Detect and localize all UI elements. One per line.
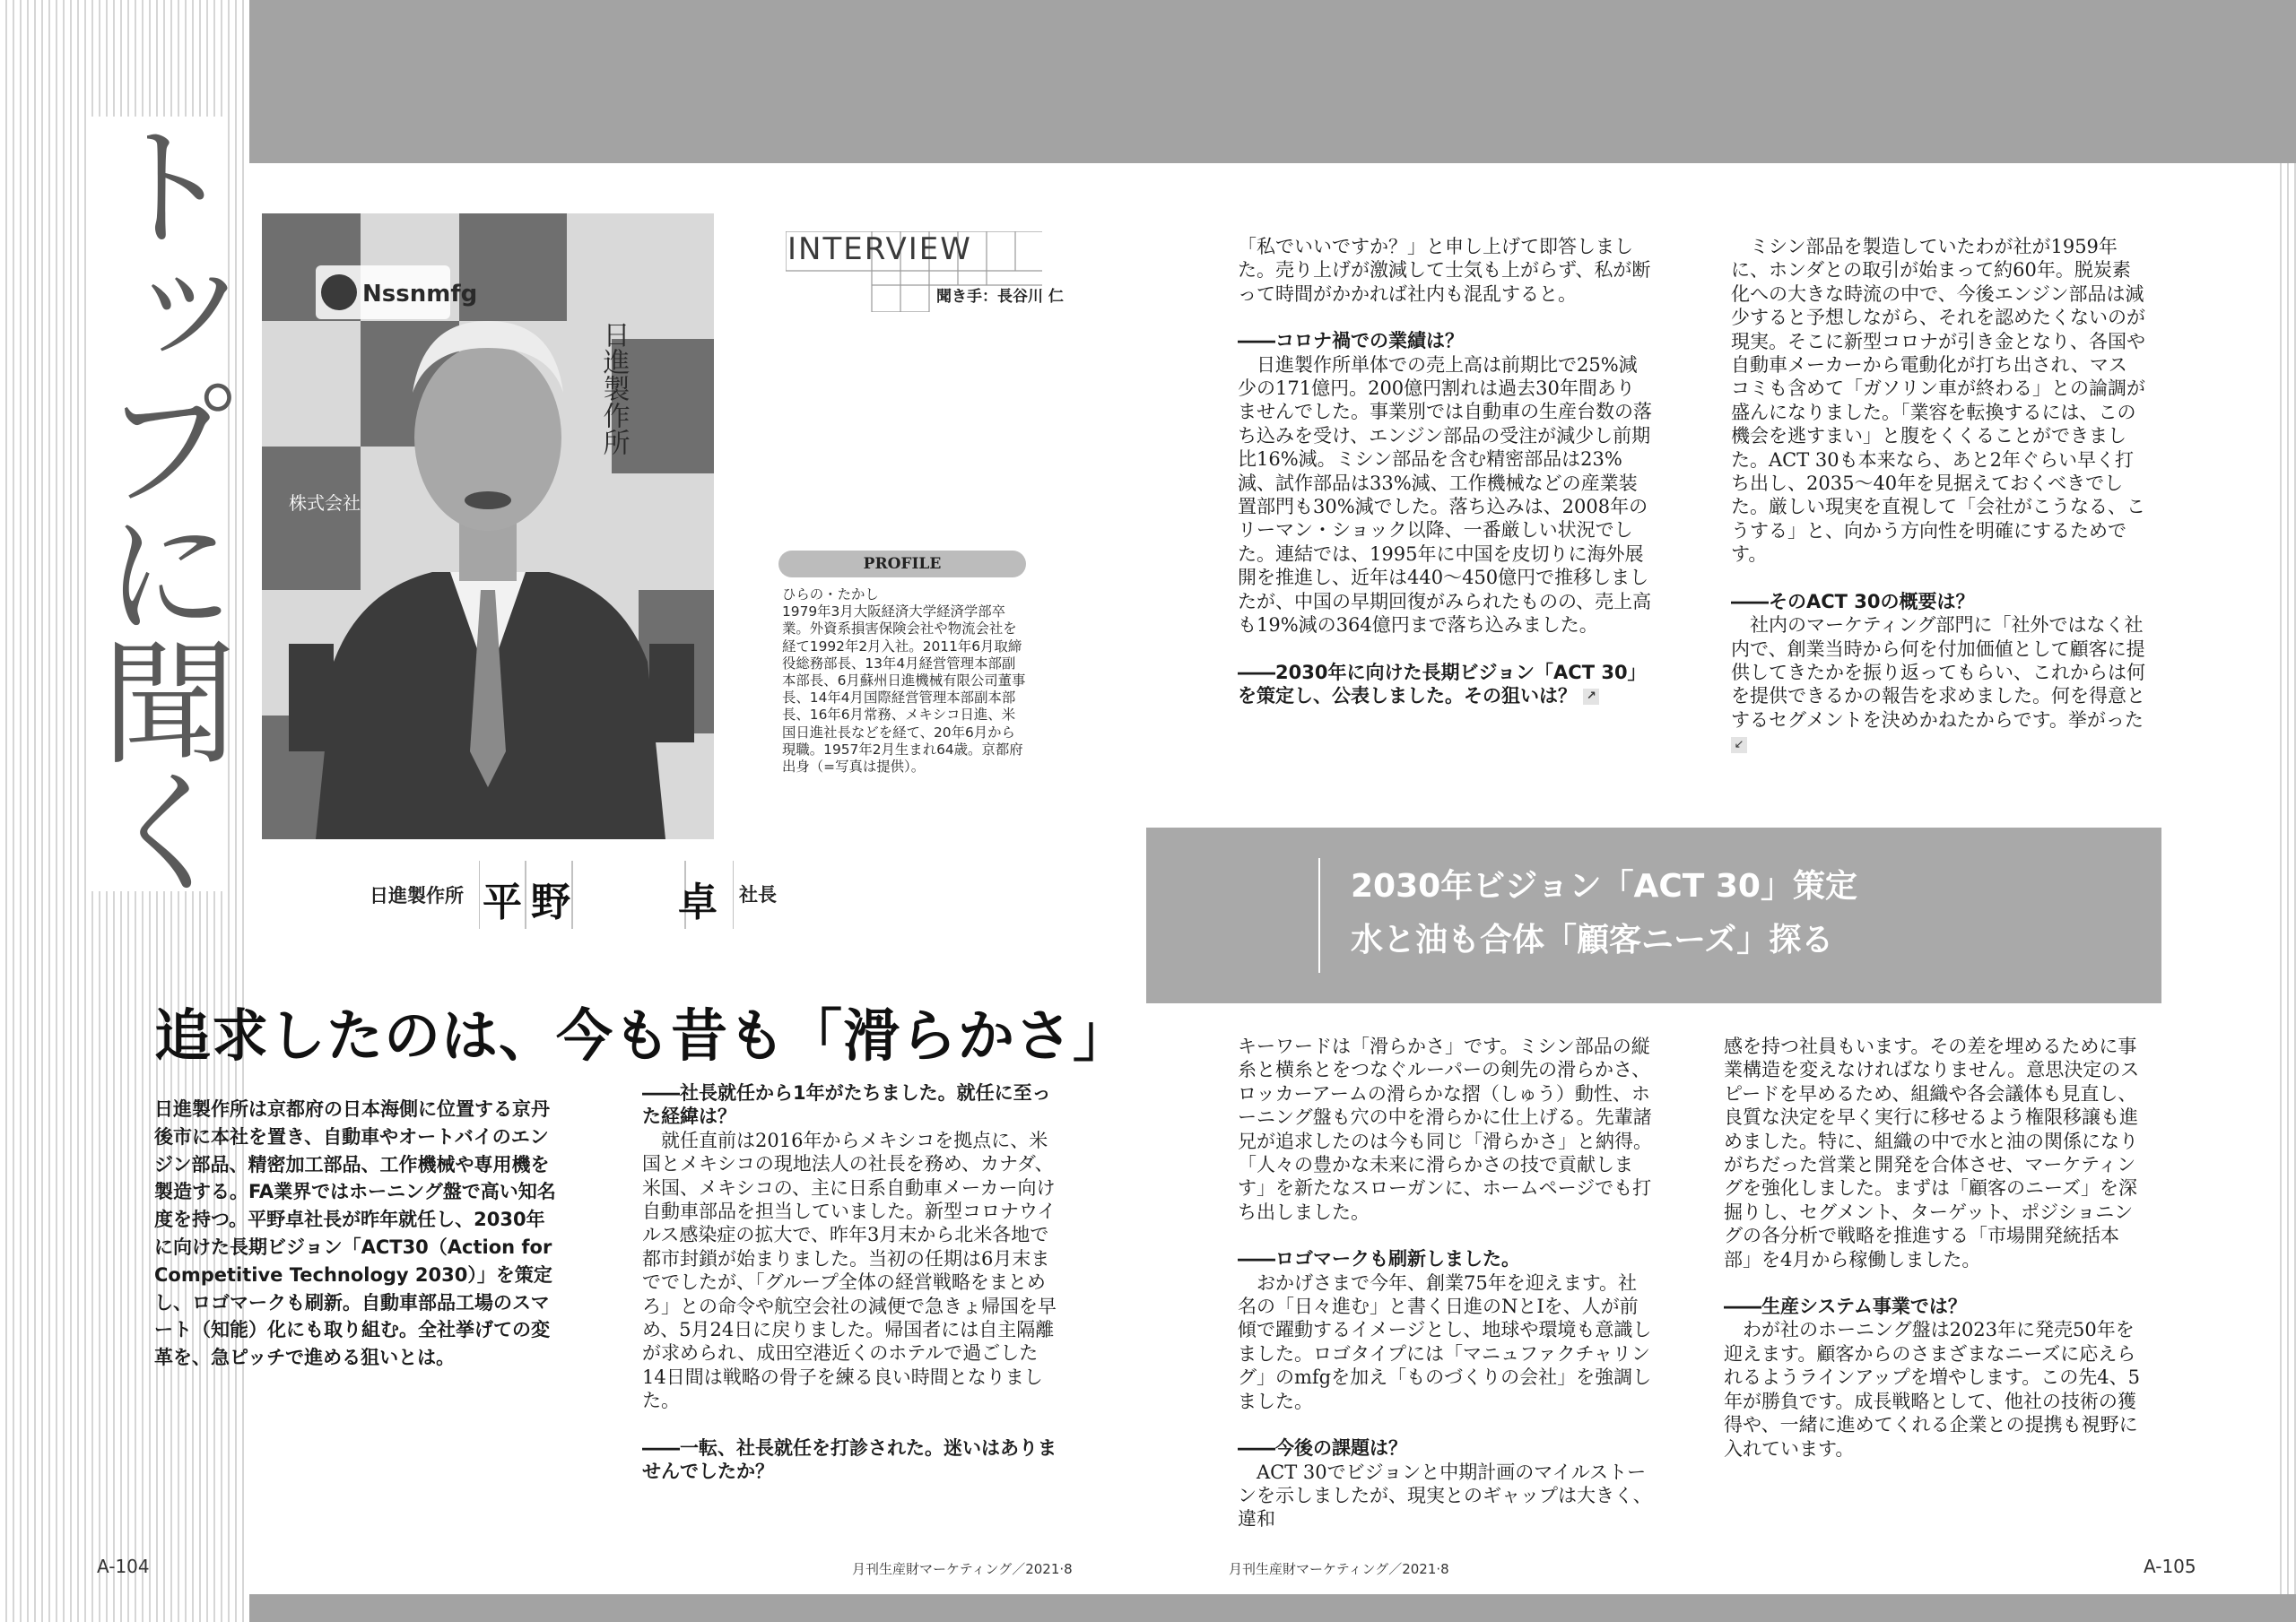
answer: 感を持つ社員もいます。その差を埋めるために事業構造を変えなければなりません。意思決定のスピードを早めるため、組織や各会議体も見直し、良質な決定を早く実行に移せるよう権限移譲も進めました。特に、組織の中で水と油の関係になりがちだった営業と開発を合体させ、マーケティングを強化しました。まずは「顧客のニーズ」を深掘りし、セグメント、ターゲット、ポジショニングの各分析で戦略を推進する「市場開発統括本部」を4月から稼働しました。 <box>1724 1036 2140 1271</box>
person-role: 社長 <box>739 884 777 906</box>
question: ――ロゴマークも刷新しました。 <box>1238 1248 1520 1271</box>
page-number-right: A-105 <box>2144 1556 2196 1577</box>
article-column-2 <box>1238 235 1652 707</box>
answer: わが社のホーニング盤は2023年に発売50年を迎えます。顧客からのさまざまなニーズに応えられるようラインアップを増やします。この先4、5年が勝負です。成長戦略として、他社の技術の獲得や、一緒に進めてくれる企業との提携も視野に入れています。 <box>1724 1319 2140 1460</box>
top-gray-band <box>249 0 2296 163</box>
name-char-1: 平 <box>483 880 522 925</box>
banner-divider <box>1318 858 1320 973</box>
section-title-vertical: トップに聞く <box>79 117 235 891</box>
portrait-illustration <box>262 213 714 839</box>
answer <box>1731 613 2145 755</box>
question: ――そのACT 30の概要は？ <box>1731 590 1975 612</box>
question: ――今後の課題は？ <box>1238 1437 1407 1460</box>
answer: ACT 30でビジョンと中期計画のマイルストーンを示しましたが、現実とのギャップは大きく、違和 <box>1238 1461 1652 1531</box>
sign-company-text: 日進製作所 <box>597 321 630 455</box>
portrait-photo <box>262 213 714 839</box>
answer-text: 社内のマーケティング部門に「社外ではなく社内で、創業当時から何を付加価値として顧客に提供してきたかを振り返ってもらい、これからは何を提供できるかの報告を求めました。何を得意とするセグメントを決めかねたからです。挙がった <box>1731 614 2145 731</box>
question: ――一転、社長就任を打診された。迷いはありませんでしたか？ <box>642 1436 1057 1483</box>
name-char-2: 野 <box>531 880 570 925</box>
question: ――コロナ禍での業績は？ <box>1238 330 1464 352</box>
banner-line-1: 2030年ビジョン「ACT 30」策定 <box>1351 868 1857 905</box>
article-column-5 <box>1724 1035 2144 1461</box>
banner-text <box>1351 860 1857 967</box>
interviewer-credit: 聞き手：長谷川 仁 <box>936 288 1064 306</box>
answer: おかげさまで今年、創業75年を迎えます。社名の「日々進む」と書く日進のNとIを、人が前傾で躍動するイメージとし、地球や環境も意識しました。ロゴタイプには「マニュファクチャリング」のmfgを加え「ものづくりの会社」を強調しました。 <box>1238 1271 1652 1412</box>
answer: ミシン部品を製造していたわが社が1959年に、ホンダとの取引が始まって約60年。脱炭素化への大きな時流の中で、今後エンジン部品は減少すると予想しながら、それを認めたくないのが現実。そこに新型コロナが引き金となり、各国や自動車メーカーから電動化が打ち出され、マスコミも含めて「ガソリン車が終わる」との論調が盛んになりました。「業容を転換するには、この機会を逃すまい」と腹をくくることができました。ACT 30も本来なら、あと2年ぐらい早く打ち出し、2035～40年を見据えておくべきでした。厳しい現実を直視して「会社がこうなる、こうする」と、向かう方向性を明確にするためです。 <box>1731 236 2145 566</box>
question-text: ――2030年に向けた長期ビジョン「ACT 30」を策定し、公表しました。その狙いは？ <box>1238 661 1647 707</box>
answer: 就任直前は2016年からメキシコを拠点に、米国とメキシコの現地法人の社長を務め、カナダ、米国、メキシコの、主に日系自動車メーカー向け自動車部品を担当していました。新型コロナウイルス感染症の拡大で、昨年3月末から北米各地で都市封鎖が始まりました。当初の任期は6月末まででしたが、「グループ全体の経営戦略をまとめろ」との命令や航空会社の減便で急きょ帰国を早め、5月24日に戻りました。帰国者には自主隔離が求められ、成田空港近くのホテルで過ごした14日間は戦略の骨子を練る良い時間となりました。 <box>642 1129 1057 1412</box>
profile-label: PROFILE <box>778 551 1026 577</box>
name-char-3: 卓 <box>678 880 718 925</box>
journal-name-left: 月刊生産財マーケティング／2021·8 <box>852 1561 1073 1577</box>
answer: キーワードは「滑らかさ」です。ミシン部品の縦糸と横糸とをつなぐルーパーの剣先の滑らかさ、ロッカーアームの滑らかな摺（しゅう）動性、ホーニング盤も穴の中を滑らかに仕上げる。先輩諸兄が追求したのは今も同じ「滑らかさ」と納得。「人々の豊かな未来に滑らかさの技で貢献します」を新たなスローガンに、ホームページでも打ち出しました。 <box>1238 1036 1652 1223</box>
company-name: 日進製作所 <box>370 885 464 906</box>
continue-arrow-icon: ↗ <box>1583 689 1599 705</box>
answer: 日進製作所単体での売上高は前期比で25%減少の171億円。200億円割れは過去30年間ありませんでした。事業別では自動車の生産台数の落ち込みを受け、エンジン部品の受注が減少し前期比16%減。ミシン部品を含む精密部品は23%減、試作部品は33%減、工作機械などの産業装置部門も30%減でした。落ち込みは、2008年のリーマン・ショック以降、一番厳しい状況でした。連結では、1995年に中国を皮切りに海外展開を推進し、近年は440～450億円で推移しましたが、中国の早期回復がみられたものの、売上高も19%減の364億円まで落ち込みました。 <box>1238 353 1652 637</box>
bottom-gray-band <box>249 1594 2296 1622</box>
article-column-4 <box>1238 1035 1652 1531</box>
question <box>1238 661 1652 708</box>
page-number-left: A-104 <box>97 1556 150 1577</box>
sign-prefix-text: 株式会社 <box>289 492 361 514</box>
profile-text: ひらの・たかし 1979年3月大阪経済大学経済学部卒業。外資系損害保険会社や物流会社を経て1992年2月入社。2011年6月取締役総務部長、13年4月経営管理本部副本部長、6月蘇州日進機械有限公司董事長、14年4月国際経営管理本部副本部長、16年6月常務、メキシコ日進、米国日進社長などを経て、20年6月から現職。1957年2月生まれ64歳。京都府出身（=写真は提供）。 <box>782 586 1026 776</box>
sign-logo-text: Nssnmfg <box>362 281 478 308</box>
subheading-banner <box>1146 828 2161 1003</box>
article-column-3 <box>1731 235 2145 756</box>
article-column-1 <box>642 1081 1057 1484</box>
question: ――生産システム事業では？ <box>1724 1296 1967 1318</box>
right-stripe-pattern <box>2274 163 2296 1594</box>
article-headline: 追求したのは、今も昔も「滑らかさ」 <box>154 1003 1130 1069</box>
continue-arrow-icon: ↙ <box>1731 737 1747 753</box>
question: ――社長就任から1年がたちました。就任に至った経緯は？ <box>642 1082 1051 1128</box>
banner-line-2: 水と油も合体「顧客ニーズ」探る <box>1351 922 1834 958</box>
answer: 「私でいいですか？」と申し上げて即答しました。売り上げが激減して士気も上がらず、私が断って時間がかかれば社内も混乱すると。 <box>1238 236 1651 305</box>
name-grid <box>479 861 734 929</box>
journal-name-right: 月刊生産財マーケティング／2021·8 <box>1229 1561 1449 1577</box>
interview-label: INTERVIEW <box>787 231 972 267</box>
article-lead: 日進製作所は京都府の日本海側に位置する京丹後市に本社を置き、自動車やオートバイのエンジン部品、精密加工部品、工作機械や専用機を製造する。FA業界ではホーニング盤で高い知名度を持つ。平野卓社長が昨年就任し、2030年に向けた長期ビジョン「ACT30（Action for Competitive Technology 2030）」を策定し、ロゴマークも刷新。自動車部品工場のスマート（知能）化にも取り組む。全社挙げての変革を、急ピッチで進める狙いとは。 <box>154 1098 556 1369</box>
